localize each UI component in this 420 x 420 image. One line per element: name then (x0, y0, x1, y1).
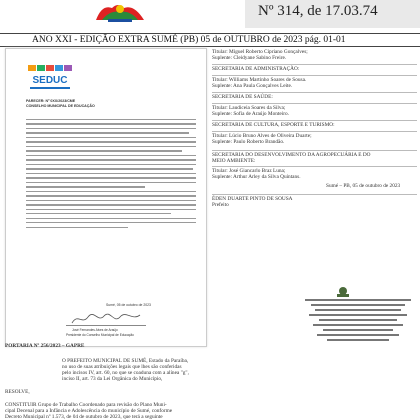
signature-line (66, 325, 146, 326)
document-body-text (26, 119, 196, 231)
paragraph-line: pelo incisos IV, art. 60, no que se coaduna com a alínea "g", (62, 370, 189, 376)
suplente-text: Suplente: Ana Paula Gonçalves Leite. (212, 83, 293, 89)
suplente-text: Suplente: Sofia de Araújo Monteiro. (212, 111, 289, 117)
suplente-text: Suplente: Arthur Arley da Silva Quintans. (212, 174, 301, 180)
paragraph-line: O PREFEITO MUNICIPAL DE SUMÉ, Estado da Paraíba, (62, 358, 189, 364)
prefeito-role: Prefeito (212, 202, 229, 208)
titular-text: Titular: José Giancarlo Braz Luna; (212, 168, 286, 174)
section-heading: SECRETARIA DE ADMINISTRAÇÃO: (212, 66, 300, 72)
municipal-logo (88, 0, 152, 22)
seduc-logo (26, 63, 74, 93)
divider (212, 64, 417, 65)
section-heading: SECRETARIA DE CULTURA, ESPORTE E TURISMO: (212, 122, 335, 128)
titular-text: Titular: Lúcio Bruno Alves de Oliveira Duarte; (212, 133, 312, 139)
section-heading: SECRETARIA DE SAÚDE: (212, 94, 273, 100)
paragraph-line: Decreto Municipal nº 1.573, de 04 de outubro de 2023, que terá a seguinte (5, 414, 163, 420)
titular-text: Titular: Williams Martinho Soares de Sousa. (212, 77, 307, 83)
portaria-title: PORTARIA Nº 256/2023 – GAPRE (5, 343, 85, 349)
divider (212, 194, 417, 195)
divider (212, 150, 417, 151)
divider (0, 46, 420, 47)
parecer-title: PARECER: Nº 0XX/2023/CME (26, 99, 76, 103)
divider (212, 75, 417, 76)
embedded-document (5, 48, 207, 347)
prefeito-name: ÉDEN DUARTE PINTO DE SOUSA (212, 196, 293, 202)
section-heading: MEIO AMBIENTE: (212, 158, 256, 164)
document-date: Sumé, 05 de outubro de 2023 (106, 303, 151, 307)
titular-text: Titular: Laudiceia Soares da Silva; (212, 105, 286, 111)
seduc-logo-text: SEDUC (32, 75, 68, 86)
section-heading: SECRETARIA DO DESENVOLVIMENTO DA AGROPECUÁRIA E DO (212, 152, 371, 158)
paragraph-line: no uso de suas atribuições legais que lhes são conferidas (62, 364, 182, 370)
divider (212, 120, 417, 121)
suplente-text: Suplente: Paulo Roberto Brandão. (212, 139, 285, 145)
paragraph-line: cipal Decenal para a Infância e Adolescência do município de Sumé, conforme (5, 408, 173, 414)
paragraph-line: inciso II, art. 73 da Lei Orgânica do Município, (62, 376, 163, 382)
edition-line: ANO XXI - EDIÇÃO EXTRA SUMÉ (PB) 05 de OUTUBRO de 2023 pág. 01-01 (32, 35, 346, 45)
conselho-title: CONSELHO MUNICIPAL DE EDUCAÇÃO (26, 104, 95, 108)
divider (212, 92, 417, 93)
signature-role: Presidente do Conselho Municipal de Educação (66, 333, 134, 337)
suplente-text: Suplente: Cleidyane Sabino Freire. (212, 55, 287, 61)
resolve-heading: RESOLVE, (5, 389, 30, 395)
divider (212, 131, 417, 132)
divider (212, 103, 417, 104)
paragraph-line: CONSTITUIR Grupo de Trabalho Coordenado para revisão do Plano Muni- (5, 402, 167, 408)
issue-number: Nº 314, de 17.03.74 (258, 3, 378, 19)
official-stamp (303, 285, 413, 347)
titular-text: Titular: Miguel Roberto Cipriano Gonçalves; (212, 49, 308, 55)
right-date: Sumé – PB, 05 de outubro de 2023 (326, 183, 401, 189)
divider (0, 33, 420, 34)
signature-name: José Fernandes Alves de Araújo (72, 328, 118, 332)
divider (212, 166, 417, 167)
